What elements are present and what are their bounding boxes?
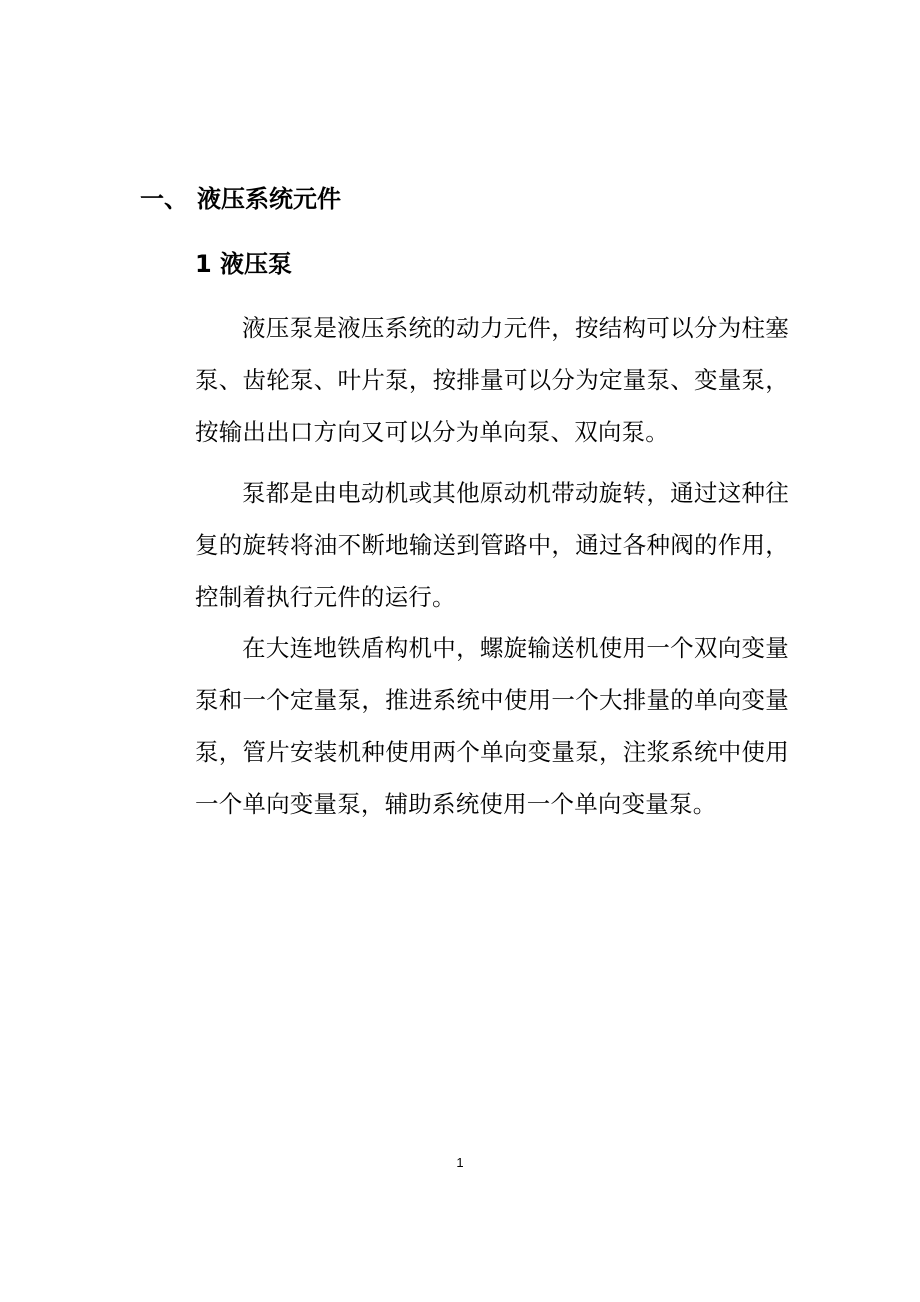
section-title: 液压系统元件 — [197, 185, 341, 213]
subsection-heading: 1 液压泵 — [195, 250, 293, 278]
page-number: 1 — [456, 1155, 464, 1170]
paragraph-pump-types: 液压泵是液压系统的动力元件，按结构可以分为柱塞泵、齿轮泵、叶片泵，按排量可以分为定量泵、变量泵，按输出出口方向又可以分为单向泵、双向泵。 — [195, 314, 789, 446]
section-heading — [140, 181, 341, 217]
paragraph-dalian-shield-machine: 在大连地铁盾构机中，螺旋输送机使用一个双向变量泵和一个定量泵，推进系统中使用一个大排量的单向变量泵，管片安装机种使用两个单向变量泵，注浆系统中使用一个单向变量泵，辅助系统使用一个单向变量泵。 — [195, 634, 789, 818]
section-number: 一、 — [140, 185, 188, 213]
paragraph-pump-operation: 泵都是由电动机或其他原动机带动旋转，通过这种往复的旋转将油不断地输送到管路中，通过各种阀的作用，控制着执行元件的运行。 — [195, 479, 789, 611]
